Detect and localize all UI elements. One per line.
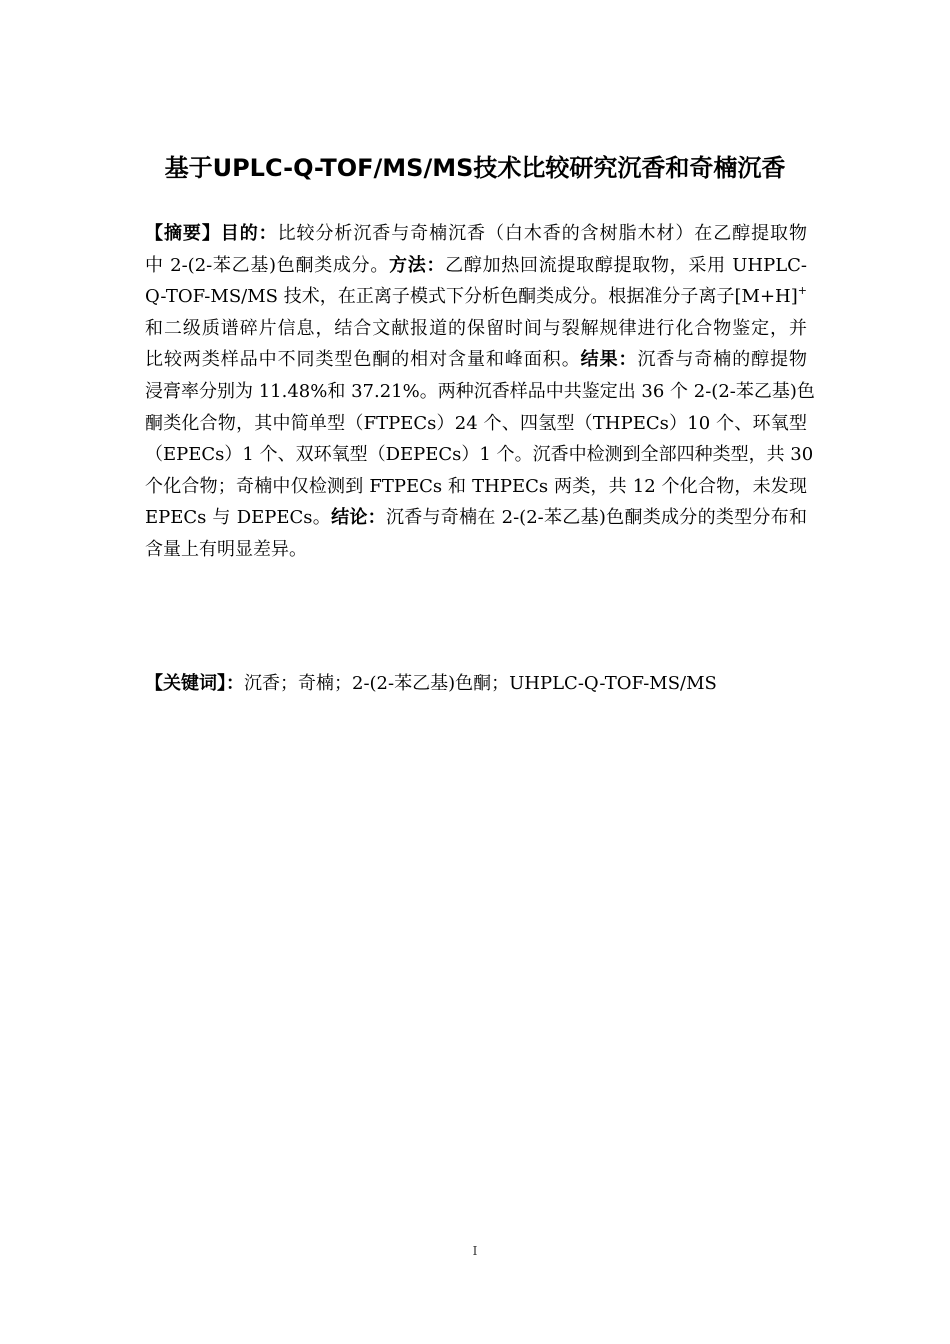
abstract-text: 酮类化合物，其中简单型（FTPECs）24 个、四氢型（THPECs）10 个、环氧型	[145, 412, 807, 434]
abstract-text: 沉香与奇楠在 2-(2-苯乙基)色酮类成分的类型分布和	[385, 507, 807, 529]
abstract-text: 浸膏率分别为 11.48%和 37.21%。两种沉香样品中共鉴定出 36 个 2-(2-苯乙基)色	[145, 380, 815, 402]
abstract-text: 沉香与奇楠的醇提物	[637, 349, 808, 371]
abstract-line	[145, 250, 807, 282]
abstract-line	[145, 534, 807, 566]
abstract-line	[145, 502, 807, 534]
abstract-text: 比较分析沉香与奇楠沉香（白木香的含树脂木材）在乙醇提取物	[277, 223, 808, 244]
abstract-line	[145, 218, 807, 250]
abstract-block	[145, 218, 815, 566]
abstract-line	[145, 408, 807, 440]
abstract-text: Q-TOF-MS/MS 技术，在正离子模式下分析色酮类成分。根据准分子离子[M+H]	[145, 286, 798, 308]
keywords-block	[145, 668, 807, 699]
objective-label: 目的：	[220, 223, 278, 244]
superscript-plus: +	[797, 284, 807, 298]
abstract-line	[145, 439, 814, 471]
abstract-line	[145, 471, 807, 503]
conclusion-label: 结论：	[331, 507, 386, 529]
abstract-text: 和二级质谱碎片信息，结合文献报道的保留时间与裂解规律进行化合物鉴定，并	[145, 317, 807, 339]
keywords-label: 【关键词】：	[145, 673, 244, 694]
abstract-label: 【摘要】	[145, 223, 221, 244]
abstract-text: EPECs 与 DEPECs。	[145, 507, 332, 529]
page-number: I	[472, 1244, 478, 1258]
abstract-line	[145, 344, 807, 376]
paper-title: 基于UPLC-Q-TOF/MS/MS技术比较研究沉香和奇楠沉香	[164, 154, 786, 182]
methods-label: 方法：	[389, 254, 446, 276]
abstract-line	[145, 281, 807, 313]
abstract-line	[145, 313, 807, 345]
results-label: 结果：	[580, 349, 638, 371]
abstract-text: 中 2-(2-苯乙基)色酮类成分。	[145, 254, 390, 276]
keywords-text: 沉香；奇楠；2-(2-苯乙基)色酮；UHPLC-Q-TOF-MS/MS	[244, 673, 717, 694]
abstract-text: 乙醇加热回流提取醇提取物，采用 UHPLC-	[445, 254, 807, 276]
abstract-text: 个化合物；奇楠中仅检测到 FTPECs 和 THPECs 两类，共 12 个化合物，未发现	[145, 475, 807, 497]
abstract-line	[145, 376, 815, 408]
abstract-text: 比较两类样品中不同类型色酮的相对含量和峰面积。	[145, 349, 581, 371]
abstract-text: （EPECs）1 个、双环氧型（DEPECs）1 个。沉香中检测到全部四种类型，共 30	[145, 444, 814, 466]
abstract-text: 含量上有明显差异。	[145, 538, 307, 560]
